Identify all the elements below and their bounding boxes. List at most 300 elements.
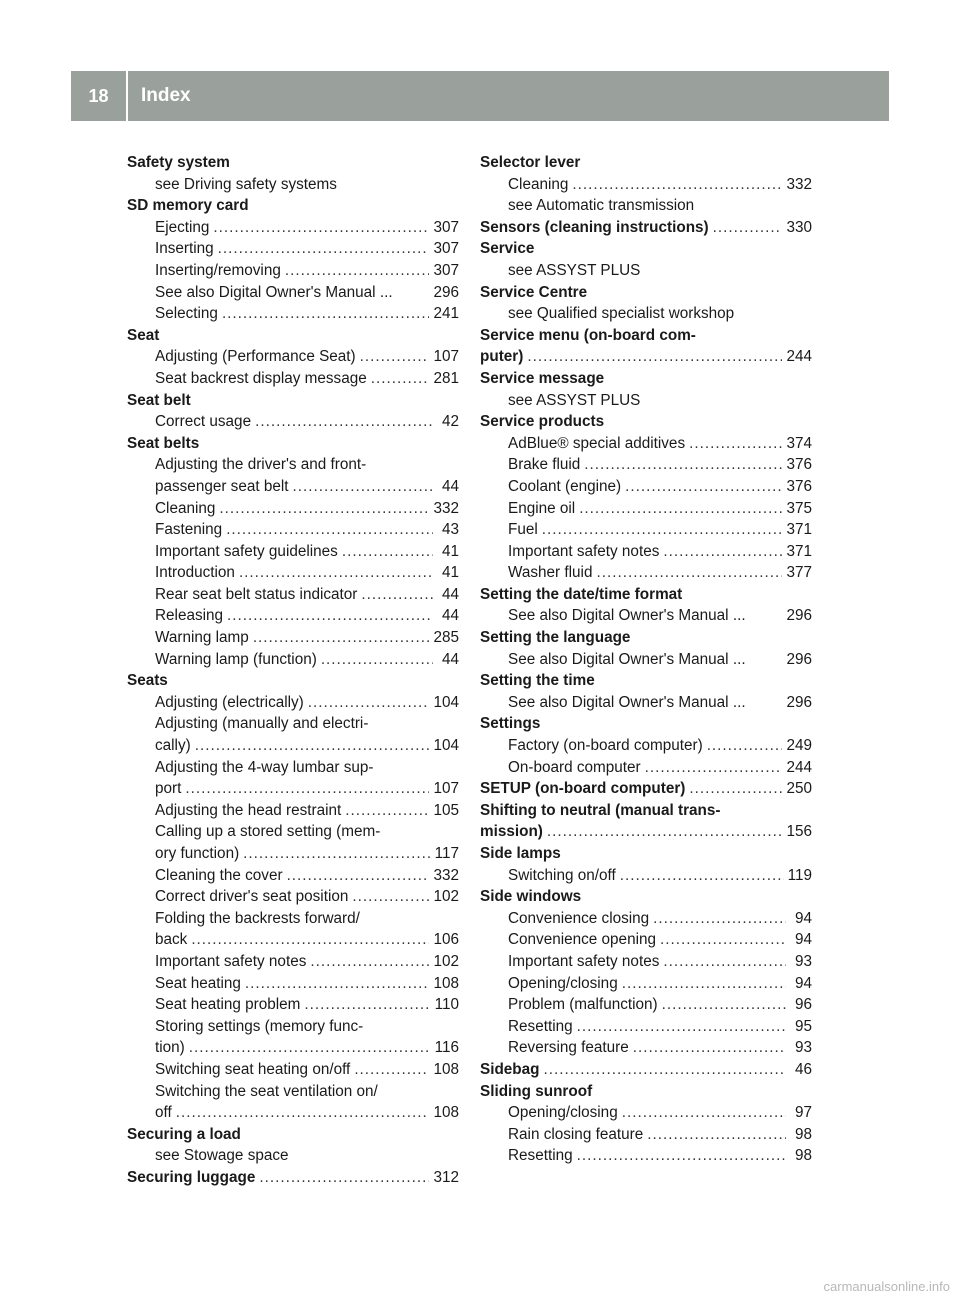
index-entry[interactable]	[127, 973, 459, 995]
entry-label: Problem (malfunction)	[508, 996, 658, 1014]
entry-label: passenger seat belt	[155, 477, 289, 495]
index-heading	[480, 886, 812, 908]
index-entry[interactable]	[480, 498, 812, 520]
entry-label: Securing luggage	[127, 1168, 256, 1186]
index-heading	[480, 670, 812, 692]
page-ref[interactable]: 250	[786, 780, 812, 798]
entry-label: Introduction	[155, 564, 235, 582]
entry-label: Service message	[480, 369, 605, 387]
entry-label: Setting the date/time format	[480, 585, 683, 603]
index-entry[interactable]	[127, 282, 459, 304]
index-entry[interactable]	[127, 778, 459, 800]
page-ref[interactable]: 98	[794, 1125, 812, 1143]
page-ref[interactable]: 376	[786, 456, 812, 474]
index-heading[interactable]	[480, 346, 812, 368]
index-entry	[127, 1145, 459, 1167]
page-ref[interactable]: 374	[786, 434, 812, 452]
page-ref[interactable]: 104	[433, 737, 459, 755]
entry-label: Sidebag	[480, 1060, 540, 1078]
entry-label: Fuel	[508, 521, 538, 539]
page-ref[interactable]: 98	[794, 1147, 812, 1165]
dot-leader	[255, 411, 433, 433]
dot-leader	[579, 498, 782, 520]
page-ref[interactable]: 42	[441, 413, 459, 431]
index-heading	[480, 627, 812, 649]
page-ref[interactable]: 312	[433, 1168, 459, 1186]
index-heading	[127, 433, 459, 455]
index-entry[interactable]	[127, 994, 459, 1016]
entry-label: Cleaning	[155, 499, 216, 517]
page-ref[interactable]: 107	[433, 780, 459, 798]
dot-leader	[663, 541, 782, 563]
index-entry[interactable]	[127, 476, 459, 498]
dot-leader	[547, 821, 783, 843]
dot-leader	[577, 1016, 786, 1038]
index-entry[interactable]	[127, 886, 459, 908]
dot-leader	[310, 951, 429, 973]
index-heading	[480, 713, 812, 735]
dot-leader	[633, 1037, 786, 1059]
page-ref[interactable]: 332	[433, 499, 459, 517]
entry-label: Reversing feature	[508, 1039, 629, 1057]
index-entry[interactable]	[127, 217, 459, 239]
index-entry[interactable]	[127, 627, 459, 649]
dot-leader	[577, 1145, 786, 1167]
dot-leader	[345, 800, 429, 822]
page-ref[interactable]: 93	[794, 1039, 812, 1057]
page-ref[interactable]: 332	[786, 175, 812, 193]
entry-label: AdBlue® special additives	[508, 434, 686, 452]
index-entry[interactable]	[127, 303, 459, 325]
page-ref[interactable]: 371	[786, 542, 812, 560]
dot-leader	[645, 757, 783, 779]
entry-label: ory function)	[155, 845, 240, 862]
entry-label: Correct driver's seat position	[155, 888, 349, 906]
dot-leader	[713, 217, 783, 239]
page-ref[interactable]: 296	[433, 283, 459, 301]
entry-label: Releasing	[155, 607, 224, 625]
entry-label: Rain closing feature	[508, 1125, 644, 1143]
entry-label: see Qualified specialist workshop	[508, 305, 735, 323]
dot-leader	[354, 1059, 429, 1081]
dot-leader	[689, 778, 782, 800]
dot-leader	[304, 994, 430, 1016]
entry-label: port	[155, 780, 182, 798]
index-heading	[127, 670, 459, 692]
page-ref[interactable]: 296	[786, 607, 812, 625]
entry-label: Inserting	[155, 240, 214, 258]
entry-label: Opening/closing	[508, 974, 618, 992]
entry-label: Resetting	[508, 1147, 573, 1165]
entry-label: Side lamps	[480, 845, 561, 862]
entry-label: Opening/closing	[508, 1104, 618, 1122]
index-heading	[127, 195, 459, 217]
page-ref[interactable]: 105	[433, 801, 459, 819]
index-heading	[480, 584, 812, 606]
page-ref[interactable]: 117	[434, 845, 459, 862]
index-entry[interactable]	[127, 1037, 459, 1059]
dot-leader	[243, 843, 430, 865]
index-entry[interactable]	[480, 433, 812, 455]
entry-label: Sensors (cleaning instructions)	[480, 218, 709, 236]
entry-label: Warning lamp	[155, 629, 249, 647]
index-entry[interactable]	[480, 735, 812, 757]
entry-label: Convenience closing	[508, 909, 650, 927]
index-entry[interactable]	[480, 454, 812, 476]
index-entry[interactable]	[480, 541, 812, 563]
index-entry[interactable]	[480, 973, 812, 995]
page-ref[interactable]: 376	[786, 477, 812, 495]
entry-label: Switching seat heating on/off	[155, 1060, 351, 1078]
index-heading[interactable]	[127, 1167, 459, 1189]
entry-label: back	[155, 931, 188, 949]
page-ref[interactable]: 41	[441, 542, 459, 560]
index-entry[interactable]	[127, 929, 459, 951]
entry-label: Sliding sunroof	[480, 1082, 593, 1100]
entry-label: Service Centre	[480, 283, 588, 301]
entry-label: see ASSYST PLUS	[508, 261, 641, 279]
entry-label: Resetting	[508, 1017, 573, 1035]
entry-label: Adjusting (manually and electri-	[155, 715, 369, 733]
dot-leader	[293, 476, 433, 498]
dot-leader	[622, 1102, 786, 1124]
entry-label: Selecting	[155, 305, 218, 323]
index-heading	[480, 238, 812, 260]
index-entry[interactable]	[480, 519, 812, 541]
dot-leader	[596, 562, 782, 584]
page-number: 18	[88, 85, 109, 106]
index-entry[interactable]	[127, 865, 459, 887]
page-ref[interactable]: 41	[441, 564, 459, 582]
page-ref[interactable]: 249	[786, 737, 812, 755]
entry-label: see Automatic transmission	[508, 197, 695, 215]
dot-leader	[239, 562, 433, 584]
page-ref[interactable]: 95	[794, 1017, 812, 1035]
entry-label: Seat belts	[127, 434, 200, 452]
dot-leader	[226, 519, 433, 541]
entry-label: Folding the backrests forward/	[155, 909, 360, 927]
dot-leader	[253, 627, 430, 649]
index-entry[interactable]	[480, 929, 812, 951]
index-entry	[127, 908, 459, 930]
index-entry	[127, 757, 459, 779]
page-ref[interactable]: 119	[787, 866, 812, 884]
entry-label: Cleaning	[508, 175, 569, 193]
page-ref[interactable]: 241	[433, 305, 459, 323]
index-entry[interactable]	[127, 735, 459, 757]
entry-label: Settings	[480, 715, 541, 733]
index-entry[interactable]	[480, 692, 812, 714]
index-heading	[480, 282, 812, 304]
entry-label: Ejecting	[155, 218, 210, 236]
page-ref[interactable]: 116	[434, 1039, 459, 1057]
entry-label: SETUP (on-board computer)	[480, 780, 686, 798]
page-ref[interactable]: 43	[441, 521, 459, 539]
page-ref[interactable]: 108	[433, 1104, 459, 1122]
page-ref[interactable]: 296	[786, 693, 812, 711]
dot-leader	[647, 1124, 786, 1146]
page-ref[interactable]: 285	[433, 629, 459, 647]
index-heading	[480, 325, 812, 347]
index-entry[interactable]	[127, 498, 459, 520]
index-entry[interactable]	[127, 605, 459, 627]
entry-label: Securing a load	[127, 1125, 241, 1143]
dot-leader	[287, 865, 430, 887]
index-entry[interactable]	[127, 649, 459, 671]
page-ref[interactable]: 96	[794, 996, 812, 1014]
dot-leader	[572, 174, 782, 196]
page-ref[interactable]: 281	[433, 369, 459, 387]
entry-label: mission)	[480, 823, 543, 841]
index-entry	[127, 1016, 459, 1038]
index-entry[interactable]	[480, 174, 812, 196]
entry-label: Rear seat belt status indicator	[155, 585, 358, 603]
entry-label: see Driving safety systems	[155, 175, 337, 193]
page-ref[interactable]: 44	[441, 585, 459, 603]
dot-leader	[189, 1037, 431, 1059]
index-entry	[127, 821, 459, 843]
index-entry[interactable]	[480, 994, 812, 1016]
index-entry[interactable]	[127, 584, 459, 606]
page-ref[interactable]: 307	[433, 240, 459, 258]
index-entry[interactable]	[127, 951, 459, 973]
index-heading	[480, 1081, 812, 1103]
entry-label: Safety system	[127, 154, 230, 171]
index-heading	[480, 800, 812, 822]
index-heading[interactable]	[480, 821, 812, 843]
section-title: Index	[141, 85, 191, 106]
page-ref[interactable]: 102	[433, 888, 459, 906]
entry-label: Storing settings (memory func-	[155, 1017, 364, 1035]
entry-label: SD memory card	[127, 197, 249, 215]
entry-label: Adjusting the 4-way lumbar sup-	[155, 758, 374, 776]
page-ref[interactable]: 97	[794, 1104, 812, 1122]
page-ref[interactable]: 296	[786, 650, 812, 668]
page-ref[interactable]: 110	[434, 996, 459, 1014]
index-heading[interactable]	[480, 1059, 812, 1081]
index-entry	[480, 260, 812, 282]
index-entry[interactable]	[480, 1145, 812, 1167]
dot-leader	[620, 865, 784, 887]
entry-label: Cleaning the cover	[155, 866, 283, 884]
index-entry[interactable]	[127, 800, 459, 822]
entry-label: Switching the seat ventilation on/	[155, 1082, 378, 1100]
index-entry[interactable]	[480, 908, 812, 930]
entry-label: Seat	[127, 326, 160, 344]
dot-leader	[191, 929, 429, 951]
page-ref[interactable]: 307	[433, 218, 459, 236]
entry-label: Convenience opening	[508, 931, 656, 949]
entry-label: See also Digital Owner's Manual ...	[508, 607, 746, 625]
dot-leader	[527, 346, 782, 368]
dot-leader	[259, 1167, 429, 1189]
entry-label: Engine oil	[508, 499, 576, 517]
entry-label: Seat heating	[155, 974, 241, 992]
index-entry[interactable]	[127, 260, 459, 282]
entry-label: Coolant (engine)	[508, 477, 622, 495]
index-entry[interactable]	[127, 238, 459, 260]
index-entry[interactable]	[127, 562, 459, 584]
dot-leader	[227, 605, 433, 627]
entry-label: Seats	[127, 672, 168, 690]
dot-leader	[222, 303, 430, 325]
dot-leader	[707, 735, 783, 757]
dot-leader	[662, 994, 786, 1016]
index-heading	[127, 390, 459, 412]
dot-leader	[185, 778, 429, 800]
index-entry[interactable]	[127, 368, 459, 390]
entry-label: Adjusting the driver's and front-	[155, 456, 367, 474]
entry-label: Service	[480, 240, 535, 258]
index-entry[interactable]	[480, 951, 812, 973]
entry-label: Seat belt	[127, 391, 191, 409]
entry-label: Correct usage	[155, 413, 252, 431]
index-entry[interactable]	[127, 692, 459, 714]
dot-leader	[622, 973, 786, 995]
entry-label: Shifting to neutral (manual trans-	[480, 801, 721, 819]
index-entry	[480, 390, 812, 412]
entry-label: On-board computer	[508, 758, 641, 776]
index-column-left	[127, 152, 459, 1189]
entry-label: Washer fluid	[508, 564, 593, 582]
index-heading	[480, 152, 812, 174]
header-divider	[126, 71, 128, 121]
entry-label: Adjusting the head restraint	[155, 801, 342, 819]
entry-label: off	[155, 1104, 172, 1122]
entry-label: see ASSYST PLUS	[508, 391, 641, 409]
index-heading	[127, 1124, 459, 1146]
page-ref[interactable]: 44	[441, 650, 459, 668]
entry-label: cally)	[155, 737, 191, 755]
entry-label: tion)	[155, 1039, 185, 1057]
index-heading	[127, 152, 459, 174]
entry-label: Inserting/removing	[155, 261, 281, 279]
watermark: carmanualsonline.info	[823, 1279, 950, 1294]
page-ref[interactable]: 244	[786, 348, 812, 366]
entry-label: Important safety notes	[508, 952, 660, 970]
dot-leader	[371, 368, 430, 390]
dot-leader	[213, 217, 429, 239]
entry-label: Setting the time	[480, 672, 595, 690]
entry-label: Seat heating problem	[155, 996, 301, 1014]
index-entry[interactable]	[480, 562, 812, 584]
dot-leader	[542, 519, 783, 541]
page-ref[interactable]: 108	[433, 1060, 459, 1078]
index-entry[interactable]	[480, 757, 812, 779]
dot-leader	[321, 649, 433, 671]
header-bar	[71, 71, 889, 121]
page-ref[interactable]: 46	[794, 1060, 812, 1078]
index-entry[interactable]	[480, 1124, 812, 1146]
page-ref[interactable]: 156	[786, 823, 812, 841]
index-heading	[480, 411, 812, 433]
index-entry[interactable]	[480, 1102, 812, 1124]
index-entry	[127, 174, 459, 196]
page-ref[interactable]: 244	[786, 758, 812, 776]
page-ref[interactable]: 94	[794, 909, 812, 927]
dot-leader	[176, 1102, 430, 1124]
index-entry[interactable]	[480, 605, 812, 627]
page-ref[interactable]: 102	[433, 952, 459, 970]
entry-label: see Stowage space	[155, 1147, 289, 1165]
index-heading[interactable]	[480, 778, 812, 800]
entry-label: Adjusting (Performance Seat)	[155, 348, 356, 366]
entry-label: Selector lever	[480, 154, 581, 171]
dot-leader	[625, 476, 782, 498]
index-entry[interactable]	[127, 1102, 459, 1124]
page-ref[interactable]: 94	[794, 974, 812, 992]
index-entry[interactable]	[127, 843, 459, 865]
dot-leader	[352, 886, 429, 908]
index-entry	[127, 454, 459, 476]
index-entry	[480, 303, 812, 325]
entry-label: Setting the language	[480, 629, 631, 647]
index-entry[interactable]	[127, 346, 459, 368]
index-entry[interactable]	[480, 865, 812, 887]
entry-label: Service menu (on-board com-	[480, 326, 696, 344]
page-ref[interactable]: 93	[794, 952, 812, 970]
index-heading	[127, 325, 459, 347]
index-heading[interactable]	[480, 217, 812, 239]
index-entry[interactable]	[480, 1016, 812, 1038]
dot-leader	[584, 454, 782, 476]
index-entry	[480, 195, 812, 217]
entry-label: See also Digital Owner's Manual ...	[155, 283, 393, 301]
page-ref[interactable]: 307	[433, 261, 459, 279]
page-ref[interactable]: 375	[786, 499, 812, 517]
entry-label: puter)	[480, 348, 524, 366]
dot-leader	[219, 498, 429, 520]
entry-label: Important safety guidelines	[155, 542, 338, 560]
entry-label: Fastening	[155, 521, 223, 539]
index-heading	[480, 843, 812, 865]
dot-leader	[544, 1059, 787, 1081]
page-ref[interactable]: 371	[786, 521, 812, 539]
entry-label: Warning lamp (function)	[155, 650, 317, 668]
page-ref[interactable]: 332	[433, 866, 459, 884]
entry-label: Seat backrest display message	[155, 369, 367, 387]
dot-leader	[689, 433, 782, 455]
dot-leader	[360, 346, 430, 368]
index-entry[interactable]	[480, 476, 812, 498]
page-ref[interactable]: 330	[786, 218, 812, 236]
page-ref[interactable]: 104	[433, 693, 459, 711]
index-entry[interactable]	[127, 411, 459, 433]
index-entry[interactable]	[127, 541, 459, 563]
index-entry[interactable]	[127, 1059, 459, 1081]
page-ref[interactable]: 377	[786, 564, 812, 582]
dot-leader	[361, 584, 433, 606]
entry-label: Switching on/off	[508, 866, 616, 884]
index-column-right	[480, 152, 812, 1167]
dot-leader	[195, 735, 430, 757]
page-ref[interactable]: 106	[433, 931, 459, 949]
dot-leader	[245, 973, 430, 995]
page-ref[interactable]: 108	[433, 974, 459, 992]
page-ref[interactable]: 44	[441, 477, 459, 495]
page-ref[interactable]: 44	[441, 607, 459, 625]
index-entry[interactable]	[127, 519, 459, 541]
page-ref[interactable]: 94	[794, 931, 812, 949]
index-entry	[127, 1081, 459, 1103]
page-ref[interactable]: 107	[433, 348, 459, 366]
entry-label: Calling up a stored setting (mem-	[155, 823, 381, 841]
entry-label: See also Digital Owner's Manual ...	[508, 650, 746, 668]
index-entry[interactable]	[480, 649, 812, 671]
dot-leader	[653, 908, 786, 930]
entry-label: Side windows	[480, 888, 582, 906]
index-entry[interactable]	[480, 1037, 812, 1059]
